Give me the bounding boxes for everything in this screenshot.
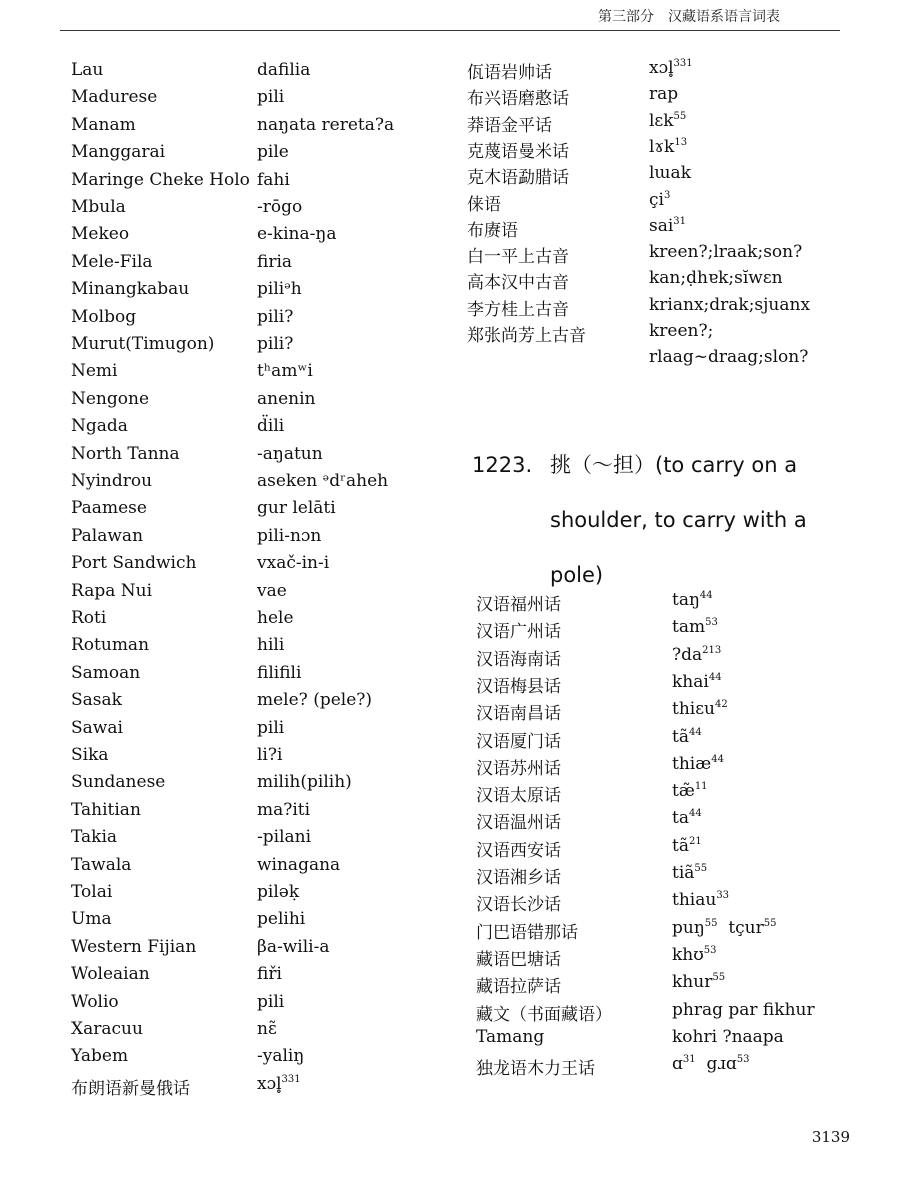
word-text: vae [257, 580, 287, 601]
tone-number: 213 [702, 644, 722, 656]
language-name: Paamese [71, 498, 147, 519]
word-text: tæ̃ [672, 781, 695, 802]
word-text: βa-wili-a [257, 936, 330, 957]
word-form [649, 111, 686, 131]
language-name: 汉语温州话 [476, 813, 561, 834]
language-name: 汉语南昌话 [476, 704, 561, 725]
word-form [257, 718, 284, 738]
word-text: ?da [672, 644, 703, 665]
language-name: 莽语金平话 [467, 115, 552, 136]
language-name: 门巴语错那话 [476, 922, 578, 943]
language-name: 藏语拉萨话 [476, 977, 561, 998]
word-form [257, 882, 299, 902]
word-form [649, 190, 670, 210]
word-form [257, 663, 301, 683]
word-form [257, 526, 321, 546]
language-name: Wolio [71, 991, 119, 1012]
word-form [257, 827, 311, 847]
tone-number: 31 [673, 215, 687, 227]
word-text: firia [257, 251, 293, 272]
word-form [257, 964, 282, 984]
entry-number: 1223. [472, 453, 533, 477]
tone-number: 331 [673, 58, 693, 69]
language-name: North Tanna [71, 443, 180, 464]
word-text: li?i [257, 745, 283, 765]
word-text: phrag par fikhur [672, 999, 815, 1020]
word-form [672, 727, 702, 747]
word-form [257, 444, 323, 464]
language-name: Takia [71, 827, 118, 848]
word-form [257, 800, 310, 820]
language-name: Sundanese [71, 772, 166, 793]
tone-number: 13 [674, 136, 688, 148]
tone-number: 44 [711, 753, 724, 765]
word-text: ɑ [672, 1054, 683, 1075]
word-text: -pilani [257, 827, 312, 848]
language-name: 高本汉中古音 [467, 273, 569, 294]
word-text: sai [649, 215, 674, 236]
word-text: -rōgo [257, 197, 303, 217]
word-form [649, 242, 802, 262]
word-text: krianx;drak;sjuanx [649, 294, 811, 315]
word-form [257, 498, 336, 518]
word-form [672, 918, 777, 938]
tone-number: 53 [736, 1054, 750, 1066]
word-form [672, 672, 722, 692]
word-text: dafilia [257, 60, 311, 80]
word-text: thiæ [672, 753, 712, 774]
word-text: xɔl̥ [257, 1073, 282, 1094]
tone-number: 331 [281, 1073, 301, 1085]
language-name: Murut(Timugon) [71, 334, 215, 354]
word-text: rap [649, 84, 679, 105]
word-text: kreen?;lraak;son? [649, 242, 803, 263]
language-name: 汉语广州话 [476, 622, 561, 643]
tone-number: 55 [704, 917, 718, 929]
word-form [672, 863, 707, 883]
tone-number: 21 [688, 835, 702, 847]
word-text: pili? [257, 334, 294, 354]
word-form [649, 163, 691, 183]
tone-number: 53 [705, 617, 718, 629]
tone-number: 44 [688, 808, 702, 820]
language-name: Nemi [71, 361, 118, 382]
language-name: Nengone [71, 388, 150, 409]
word-form [257, 608, 294, 628]
word-text: -yaliŋ [257, 1046, 305, 1067]
word-text: e-kina-ŋa [257, 224, 337, 245]
word-text: nɛ̃ [257, 1019, 277, 1039]
word-form [257, 170, 290, 190]
word-form [649, 58, 693, 78]
tone-number: 55 [694, 863, 708, 874]
word-text: tã [672, 726, 689, 747]
word-text: winagana [257, 854, 341, 875]
language-name: Port Sandwich [71, 553, 197, 574]
word-form [649, 137, 687, 157]
word-text: fahi [257, 169, 290, 190]
language-name: 克蔑语曼米话 [467, 141, 569, 162]
word-text: ma?iti [257, 799, 311, 820]
tone-number: 55 [763, 917, 777, 929]
word-form [257, 992, 284, 1012]
word-form [672, 1027, 784, 1047]
language-name: Tolai [71, 882, 113, 902]
tone-number: 44 [708, 671, 722, 683]
word-text: piliᵊh [257, 279, 302, 300]
language-name: Tawala [71, 854, 132, 875]
tone-number: 3 [663, 189, 671, 201]
word-text: pili [257, 991, 285, 1012]
page-header [60, 0, 840, 30]
word-text: piləḳ [257, 882, 300, 902]
word-text: rlaag~draag;slon? [649, 347, 809, 368]
word-form [257, 224, 336, 244]
word-text: kan;ḍhɐk;sĭwɛn [649, 268, 783, 289]
language-name: Uma [71, 909, 112, 930]
word-form [257, 87, 284, 107]
language-name: Palawan [71, 525, 144, 546]
word-form [649, 84, 678, 104]
language-name: 汉语苏州话 [476, 758, 561, 779]
word-text: milih(pilih) [257, 772, 352, 793]
word-form [257, 855, 340, 875]
entry-title: 挑（～担）(to carry on a shoulder, to carry with a pole) [550, 453, 807, 587]
language-name: 汉语太原话 [476, 786, 561, 807]
language-name: 李方桂上古音 [467, 299, 569, 320]
language-name: Tahitian [71, 799, 141, 820]
language-name: Sawai [71, 717, 123, 738]
language-name: Manam [71, 114, 136, 135]
language-name: Sika [71, 745, 109, 765]
word-form [257, 1074, 301, 1094]
tone-number: 55 [673, 110, 687, 122]
word-form [257, 361, 313, 381]
language-name: Rapa Nui [71, 580, 153, 601]
language-name: Manggarai [71, 142, 166, 163]
word-form [257, 60, 310, 80]
language-name: 独龙语木力王话 [476, 1059, 595, 1080]
language-name: Sasak [71, 690, 122, 711]
word-text: gɹɑ [706, 1054, 737, 1075]
word-text: khur [672, 972, 713, 993]
word-form [672, 754, 724, 774]
tone-number: 33 [716, 890, 730, 902]
word-text: d̈ili [257, 416, 285, 437]
word-text: tã [672, 835, 689, 856]
word-text: hele [257, 608, 294, 628]
word-text: thiau [672, 890, 717, 911]
word-text: thiɛu [672, 699, 715, 720]
word-text: pili [257, 87, 285, 108]
language-name: 俫语 [467, 194, 501, 215]
word-form [672, 1054, 749, 1074]
word-text: lɛk [649, 110, 674, 131]
language-name: 克木语勐腊话 [467, 168, 569, 189]
word-form [257, 635, 284, 655]
language-name: Roti [71, 608, 107, 628]
word-text: filifili [257, 662, 302, 683]
word-form [257, 1019, 277, 1039]
word-form [672, 699, 728, 719]
language-name: Madurese [71, 87, 158, 108]
language-name: 汉语湘乡话 [476, 868, 561, 888]
language-name: 布赓语 [467, 220, 518, 241]
word-form [672, 781, 708, 801]
word-form [257, 690, 372, 710]
word-text: lɯak [649, 163, 691, 184]
language-name: 佤语岩帅话 [467, 63, 552, 83]
language-name: Lau [71, 60, 104, 80]
header-rule [60, 30, 840, 31]
language-name: 布兴语磨憨话 [467, 89, 569, 110]
language-name: 郑张尚芳上古音 [467, 326, 586, 346]
word-form [672, 645, 721, 665]
word-text: pelihi [257, 909, 306, 930]
page-number: 3139 [811, 1128, 850, 1146]
word-text: lɤk [649, 136, 675, 157]
word-form [672, 1000, 815, 1020]
language-name: 汉语长沙话 [476, 895, 561, 916]
word-text: pili? [257, 306, 294, 327]
word-form [672, 945, 717, 965]
language-name: Xaracuu [71, 1019, 143, 1039]
word-form [257, 279, 302, 299]
word-form [257, 1046, 304, 1066]
word-text: naŋata rereta?a [257, 114, 395, 135]
header-title: 第三部分 汉藏语系语言词表 [598, 9, 780, 25]
word-text: xɔl̥ [649, 58, 674, 78]
word-text: ta [672, 808, 689, 829]
word-form [672, 617, 718, 637]
language-name: 汉语福州话 [476, 595, 561, 615]
word-form [649, 295, 810, 315]
language-name: Mbula [71, 197, 126, 217]
word-text: tam [672, 617, 706, 638]
word-text: gur lelāti [257, 498, 336, 519]
word-text: pili [257, 717, 285, 738]
word-form [257, 937, 329, 957]
word-form [672, 590, 713, 610]
word-text: fiři [257, 964, 282, 985]
word-text: aseken ᵊdʳaheh [257, 471, 389, 491]
word-form [649, 321, 713, 341]
word-form [257, 252, 292, 272]
language-name: Woleaian [71, 964, 150, 985]
tone-number: 31 [682, 1054, 696, 1066]
language-name: Minangkabau [71, 279, 190, 300]
word-text: khʊ [672, 944, 704, 965]
word-form [257, 389, 315, 409]
word-text: puŋ [672, 917, 705, 938]
language-name: Mele-Fila [71, 251, 153, 272]
word-form [257, 197, 302, 217]
word-text: tçur [728, 917, 764, 938]
word-text: tiã [672, 863, 695, 883]
word-form [672, 808, 702, 828]
word-text: pile [257, 142, 289, 163]
tone-number: 44 [699, 590, 713, 601]
word-form [672, 836, 702, 856]
language-name: Tamang [476, 1026, 545, 1047]
word-form [649, 347, 808, 367]
word-text: tʰamʷi [257, 361, 313, 382]
language-name: 藏文（书面藏语） [476, 1004, 612, 1025]
word-text: taŋ [672, 590, 700, 610]
tone-number: 11 [694, 781, 708, 793]
language-name: 藏语巴塘话 [476, 949, 561, 970]
language-name: 布朗语新曼俄话 [71, 1078, 190, 1099]
word-text: kreen?; [649, 321, 714, 341]
word-form [672, 972, 725, 992]
language-name: Nyindrou [71, 471, 153, 491]
word-form [257, 471, 388, 491]
language-name: 汉语厦门话 [476, 731, 561, 752]
word-form [257, 416, 284, 436]
word-form [257, 142, 289, 162]
language-name: Maringe Cheke Holo [71, 169, 250, 190]
word-text: vxač-in-i [257, 553, 330, 574]
language-name: Mekeo [71, 224, 130, 245]
language-name: 汉语梅县话 [476, 676, 561, 697]
language-name: 汉语西安话 [476, 840, 561, 861]
word-form [257, 909, 305, 929]
word-form [672, 890, 729, 910]
word-text: pili-nɔn [257, 525, 322, 546]
language-name: Rotuman [71, 635, 150, 656]
word-text: -aŋatun [257, 443, 323, 464]
tone-number: 55 [712, 972, 726, 984]
word-text: khai [672, 671, 709, 692]
tone-number: 53 [703, 944, 717, 956]
word-form [649, 216, 686, 236]
tone-number: 42 [714, 699, 728, 711]
word-form [649, 268, 783, 288]
word-form [257, 745, 282, 765]
word-text: mele? (pele?) [257, 690, 373, 711]
language-name: Molbog [71, 306, 137, 327]
word-form [257, 307, 293, 327]
word-form [257, 772, 352, 792]
word-form [257, 115, 394, 135]
word-form [257, 334, 293, 354]
word-text: anenin [257, 388, 316, 409]
language-name: 汉语海南话 [476, 649, 561, 670]
word-form [257, 553, 329, 573]
word-text: hili [257, 635, 285, 656]
language-name: Samoan [71, 662, 141, 683]
language-name: Yabem [71, 1046, 129, 1067]
tone-number: 44 [688, 726, 702, 738]
word-text: çi [649, 189, 664, 210]
language-name: 白一平上古音 [467, 247, 569, 268]
language-name: Ngada [71, 416, 128, 437]
word-form [257, 581, 287, 601]
language-name: Western Fijian [71, 936, 197, 957]
word-text: kohri ?naapa [672, 1026, 784, 1047]
